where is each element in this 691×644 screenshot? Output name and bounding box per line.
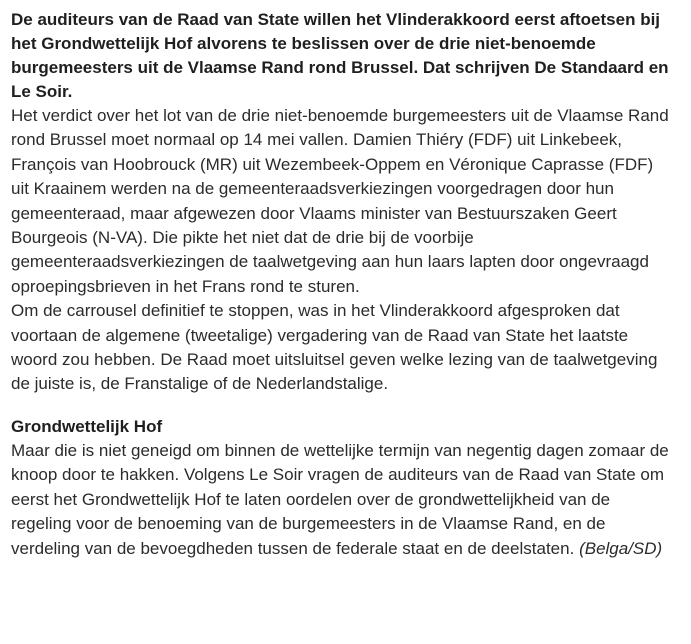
article-subheading: Grondwettelijk Hof <box>11 416 163 436</box>
article-paragraph-3-text: Maar die is niet geneigd om binnen de wettelijke termijn van negentig dagen zomaar de knoop door te hakken. Volgens Le Soir vragen de auditeurs van de Raad van State om eerst het Grondwettelijk Hof te laten oordelen over de grondwettelijkheid van de regeling voor de benoeming van de burgemeesters in de Vlaamse Rand, en de verdeling van de bevoegdheden tussen de federale staat en de deelstaten. <box>11 440 669 558</box>
article-paragraph-3 <box>11 439 671 561</box>
article-lead: De auditeurs van de Raad van State willen het Vlinderakkoord eerst aftoetsen bij het Grondwettelijk Hof alvorens te beslissen over de drie niet-benoemde burgemeesters uit de Vlaamse Rand rond Brussel. Dat schrijven De Standaard en Le Soir. <box>11 10 669 101</box>
source-credit: (Belga/SD) <box>579 538 663 558</box>
article-paragraph-1: Het verdict over het lot van de drie niet-benoemde burgemeesters uit de Vlaamse Rand rond Brussel moet normaal op 14 mei vallen. Damien Thiéry (FDF) uit Linkebeek, François van Hoobrouck (MR) uit Wezembeek-Oppem en Véronique Caprasse (FDF) uit Kraainem werden na de gemeenteraadsverkiezingen voorgedragen door hun gemeenteraad, maar afgewezen door Vlaams minister van Bestuurszaken Geert Bourgeois (N-VA). Die pikte het niet dat de drie bij de voorbije gemeenteraadsverkiezingen de taalwetgeving aan hun laars lapten door ongevraagd oproepingsbrieven in het Frans rond te sturen. <box>11 106 669 296</box>
article-paragraph-2: Om de carrousel definitief te stoppen, was in het Vlinderakkoord afgesproken dat voortaan de algemene (tweetalige) vergadering van de Raad van State het laatste woord zou hebben. De Raad moet uitsluitsel geven welke lezing van de taalwetgeving de juiste is, de Franstalige of de Nederlandstalige. <box>11 301 658 394</box>
